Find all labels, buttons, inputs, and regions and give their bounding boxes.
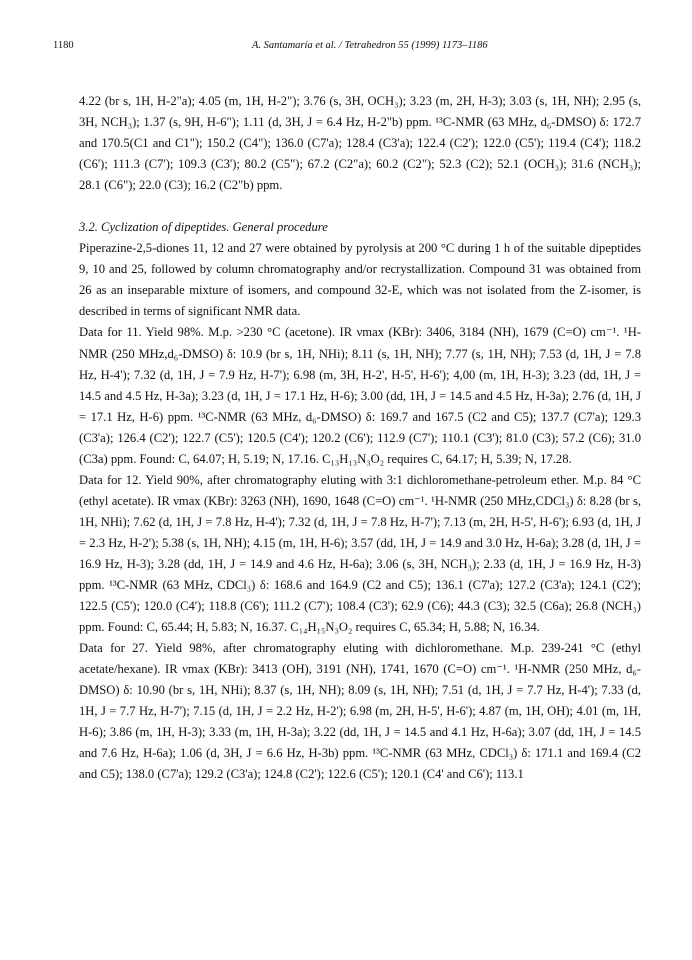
compound-12-data: Data for 12. Yield 90%, after chromatography eluting with 3:1 dichloromethane-petroleum ether. M.p. 84 °C (ethyl acetate). IR νmax (KBr): 3263 (NH), 1690, 1648 (C=O) cm⁻¹. ¹H-NMR (250 MHz,CDCl₃) δ: 8.28 (br s, 1H, NHi); 7.62 (d, 1H, J = 7.8 Hz, H-4'); 7.32 (d, 1H, J = 7.8 Hz, H-7'); 7.13 (m, 2H, H-5', H-6'); 6.93 (d, 1H, J = 2.3 Hz, H-2'); 5.38 (s, 1H, NH); 4.15 (m, 1H, H-6); 3.57 (dd, 1H, J = 14.9 and 3.0 Hz, H-6a); 3.28 (d, 1H, J = 16.9 Hz, H-3); 3.28 (dd, 1H, J = 14.9 and 4.6 Hz, H-6a); 3.06 (s, 3H, NCH₃); 2.33 (d, 1H, J = 16.9 Hz, H-3) ppm. ¹³C-NMR (63 MHz, CDCl₃) δ: 168.6 and 164.9 (C2 and C5); 136.1 (C7'a); 127.2 (C3'a); 124.1 (C2'); 122.5 (C5'); 120.0 (C4'); 118.8 (C6'); 111.2 (C7'); 108.4 (C3'); 62.9 (C6); 44.3 (C3); 32.5 (C6a); 26.8 (NCH₃) ppm. Found: C, 65.44; H, 5.83; N, 16.37. C₁₄H₁₅N₃O₂ requires C, 65.34; H, 5.88; N, 16.34. [79,472,641,635]
general-procedure-paragraph: Piperazine-2,5-diones 11, 12 and 27 were obtained by pyrolysis at 200 °C during 1 h of the suitable dipeptides 9, 10 and 25, followed by column chromatography and/or recrystallization. Compound 31 was obtained from 26 as an inseparable mixture of isomers, and compound 32-E, which was not isolated from the Z-isomer, is described in terms of significant NMR data. [79,241,641,319]
compound-27-data: Data for 27. Yield 98%, after chromatography eluting with dichloromethane. M.p. 239-241 °C (ethyl acetate/hexane). IR νmax (KBr): 3413 (OH), 3191 (NH), 1741, 1670 (C=O) cm⁻¹. ¹H-NMR (250 MHz, d₆-DMSO) δ: 10.90 (br s, 1H, NHi); 8.37 (s, 1H, NH); 8.09 (s, 1H, NH); 7.51 (d, 1H, J = 7.7 Hz, H-4'); 7.33 (d, 1H, J = 7.7 Hz, H-7'); 7.15 (d, 1H, J = 2.2 Hz, H-2'); 6.98 (m, 2H, H-5', H-6'); 4.87 (m, 1H, OH); 4.01 (m, 1H, H-6); 3.86 (m, 1H, H-3); 3.33 (m, 1H, H-3a); 3.22 (dd, 1H, J = 14.5 and 4.1 Hz, H-6a); 3.07 (dd, 1H, J = 14.5 and 7.6 Hz, H-6a); 1.06 (d, 3H, J = 6.6 Hz, H-3b) ppm. ¹³C-NMR (63 MHz, CDCl₃) δ: 171.1 and 169.4 (C2 and C5); 138.0 (C7'a); 129.2 (C3'a); 124.8 (C2'); 122.6 (C5'); 120.1 (C4' and C6'); 113.1 [79,641,641,782]
section-heading: 3.2. Cyclization of dipeptides. General procedure [79,220,328,235]
compound-11-data: Data for 11. Yield 98%. M.p. >230 °C (acetone). IR νmax (KBr): 3406, 3184 (NH), 1679 (C=O) cm⁻¹. ¹H-NMR (250 MHz,d₆-DMSO) δ: 10.9 (br s, 1H, NHi); 8.11 (s, 1H, NH); 7.77 (s, 1H, NH); 7.53 (d, 1H, J = 7.8 Hz, H-4'); 7.32 (d, 1H, J = 7.9 Hz, H-7'); 6.98 (m, 3H, H-2', H-5', H-6'); 4,00 (m, 1H, H-3); 3.23 (dd, 1H, J = 14.5 and 4.5 Hz, H-3a); 3.23 (d, 1H, J = 17.1 Hz, H-6); 3.00 (dd, 1H, J = 14.5 and 4.5 Hz, H-3a); 2.76 (d, 1H, J = 17.1 Hz, H-6) ppm. ¹³C-NMR (63 MHz, d₆-DMSO) δ: 169.7 and 167.5 (C2 and C5); 137.7 (C7'a); 129.3 (C3'a); 126.4 (C2'); 122.7 (C5'); 120.5 (C4'); 120.2 (C6'); 112.9 (C7'); 110.1 (C3'); 81.0 (C3); 57.2 (C6); 31.0 (C3a) ppm. Found: C, 64.07; H, 5.19; N, 17.16. C₁₃H₁₃N₃O₂ requires C, 64.17; H, 5.39; N, 17.28. [79,325,641,466]
running-title: A. Santamaría et al. / Tetrahedron 55 (1999) 1173–1186 [252,40,488,51]
paragraph-spacer [79,196,641,217]
article-body [79,91,641,786]
nmr-data-paragraph: 4.22 (br s, 1H, H-2"a); 4.05 (m, 1H, H-2"); 3.76 (s, 3H, OCH₃); 3.23 (m, 2H, H-3); 3.03 (s, 1H, NH); 2.95 (s, 3H, NCH₃); 1.37 (s, 9H, H-6"); 1.11 (d, 3H, J = 6.4 Hz, H-2"b) ppm. ¹³C-NMR (63 MHz, d₆-DMSO) δ: 172.7 and 170.5(C1 and C1"); 150.2 (C4"); 136.0 (C7'a); 128.4 (C3'a); 122.4 (C2'); 122.0 (C5'); 119.4 (C4'); 118.2 (C6'); 111.3 (C7'); 109.3 (C3'); 80.2 (C5"); 67.2 (C2"a); 60.2 (C2"); 52.3 (C2); 52.1 (OCH₃); 31.6 (NCH₃); 28.1 (C6"); 22.0 (C3); 16.2 (C2"b) ppm. [79,94,641,193]
page-header [53,40,653,56]
page-number: 1180 [53,40,74,51]
